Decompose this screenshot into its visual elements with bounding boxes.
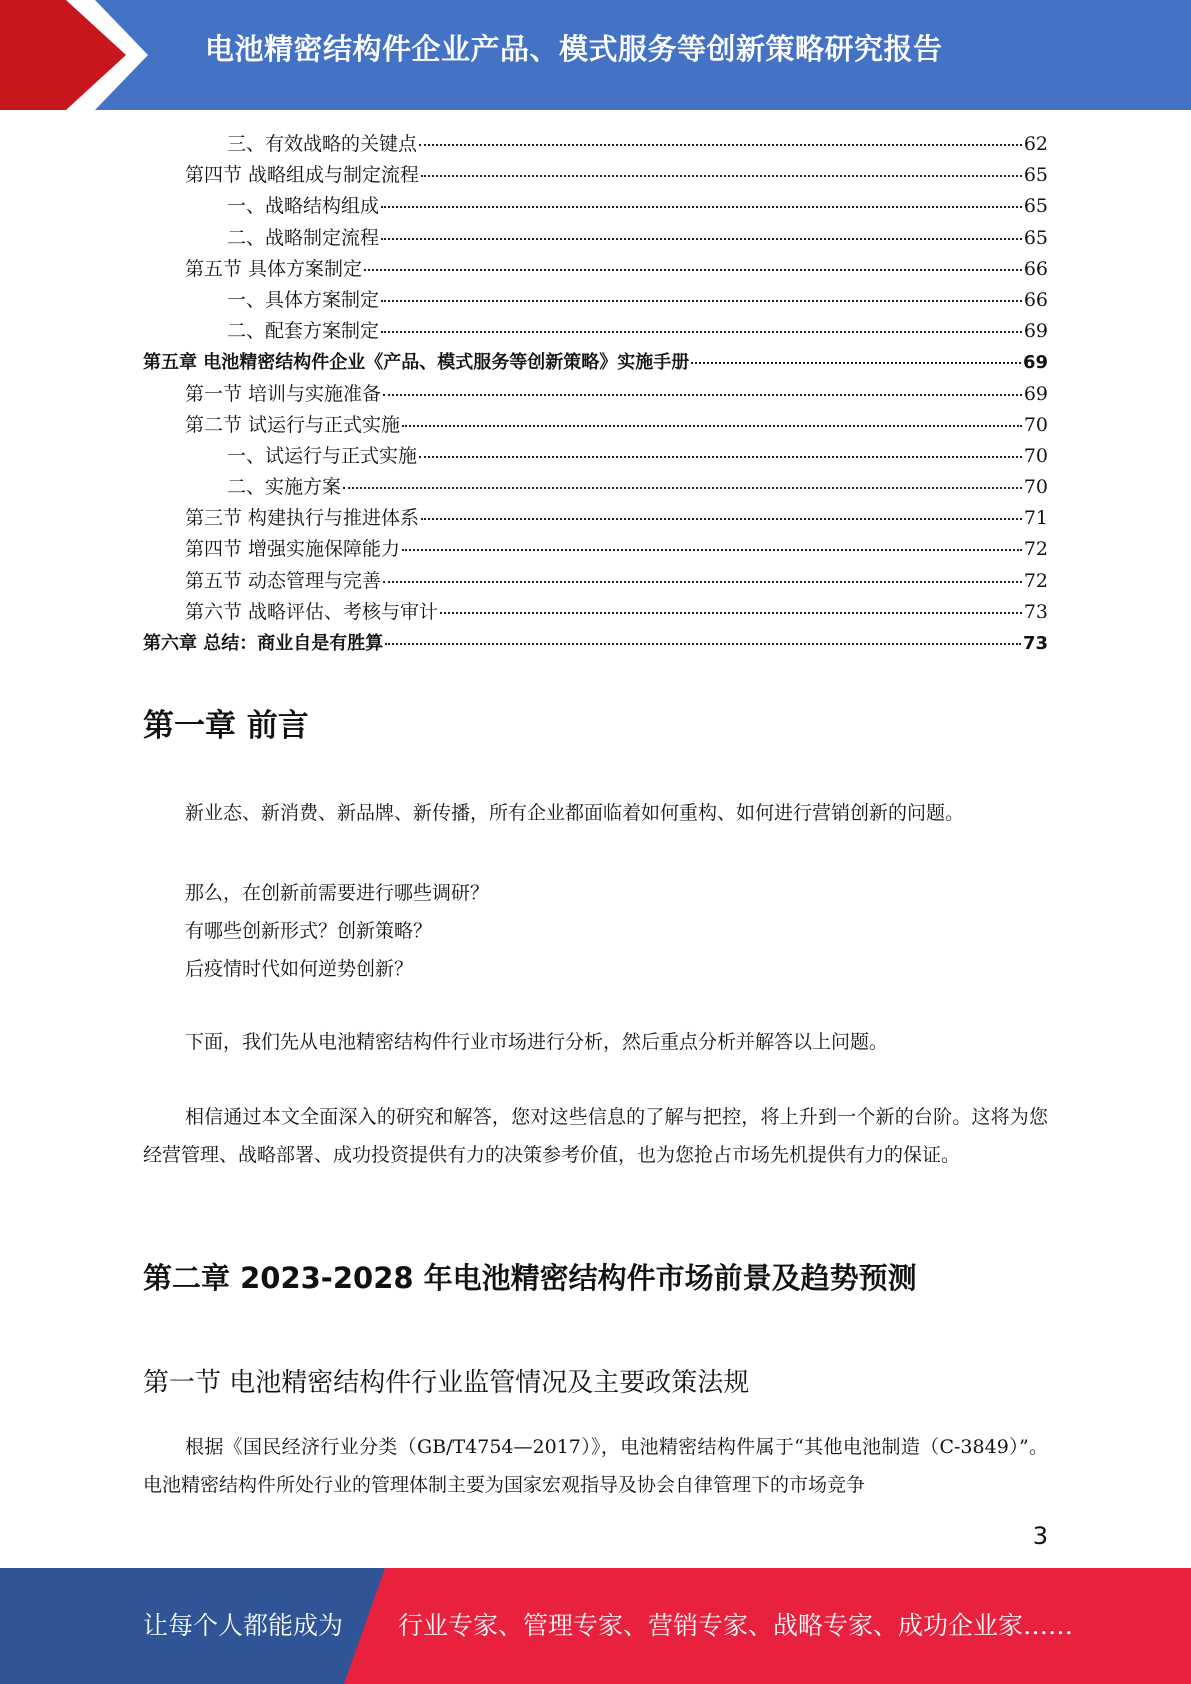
toc-entry-page: 69 (1023, 382, 1048, 405)
toc-entry-page: 65 (1023, 195, 1048, 218)
toc-entry[interactable] (143, 379, 1048, 410)
toc-entry[interactable] (143, 628, 1048, 659)
chapter-2-title: 第二章 2023-2028 年电池精密结构件市场前景及趋势预测 (143, 1261, 917, 1295)
toc-entry-label: 第三节 构建执行与推进体系 (185, 507, 420, 530)
toc-dot-leader (440, 612, 1022, 614)
toc-entry[interactable] (143, 472, 1048, 503)
page-footer (0, 1568, 1191, 1684)
toc-dot-leader (419, 144, 1022, 146)
toc-dot-leader (421, 518, 1022, 520)
toc-dot-leader (381, 300, 1022, 302)
toc-entry-page: 65 (1023, 226, 1048, 249)
toc-dot-leader (421, 175, 1022, 177)
chapter-1-intro: 新业态、新消费、新品牌、新传播，所有企业都面临着如何重构、如何进行营销创新的问题。 (185, 802, 965, 824)
toc-entry-label: 三、有效战略的关键点 (227, 133, 418, 155)
toc-entry[interactable] (143, 410, 1048, 441)
toc-entry[interactable] (143, 566, 1048, 597)
toc-entry-label: 第四节 战略组成与制定流程 (185, 164, 420, 187)
toc-entry-label: 第五节 具体方案制定 (185, 257, 363, 280)
toc-entry-label: 第六章 总结：商业自是有胜算 (143, 633, 384, 654)
chapter-1-title: 第一章 前言 (143, 708, 309, 744)
toc-entry[interactable] (143, 254, 1048, 285)
toc-entry[interactable] (143, 316, 1048, 347)
toc-entry-label: 二、战略制定流程 (227, 226, 380, 249)
toc-dot-leader (343, 487, 1022, 489)
toc-entry-label: 一、战略结构组成 (227, 195, 380, 218)
toc-entry-page: 71 (1023, 507, 1048, 530)
toc-entry[interactable] (143, 223, 1048, 254)
toc-entry-page: 62 (1023, 133, 1048, 155)
toc-entry-page: 70 (1023, 413, 1048, 436)
toc-entry-page: 69 (1022, 352, 1048, 374)
toc-entry-page: 70 (1023, 476, 1048, 499)
section-1-title: 第一节 电池精密结构件行业监管情况及主要政策法规 (143, 1368, 750, 1398)
toc-entry-label: 二、实施方案 (227, 476, 342, 499)
toc-entry[interactable] (143, 441, 1048, 472)
question-line: 后疫情时代如何逆势创新？ (185, 958, 414, 980)
toc-entry-label: 第四节 增强实施保障能力 (185, 538, 401, 561)
toc-dot-leader (383, 394, 1022, 396)
footer-slogan-right: 行业专家、管理专家、营销专家、战略专家、成功企业家…… (398, 1611, 1074, 1640)
toc-dot-leader (381, 331, 1022, 333)
section-1-paragraph: 根据《国民经济行业分类（GB/T4754—2017）》，电池精密结构件属于“其他电池制造（C-3849）”。电池精密结构件所处行业的管理体制主要为国家宏观指导及协会自律管理下的市场竞争 (143, 1436, 1048, 1496)
toc-entry-label: 第六节 战略评估、考核与审计 (185, 600, 439, 623)
toc-entry[interactable] (143, 503, 1048, 534)
toc-entry[interactable] (143, 160, 1048, 191)
page-header (0, 0, 1191, 110)
toc-entry-page: 69 (1023, 320, 1048, 343)
toc-entry[interactable] (143, 347, 1048, 378)
toc-dot-leader (419, 456, 1022, 458)
toc-dot-leader (691, 362, 1021, 364)
toc-entry[interactable] (143, 597, 1048, 628)
toc-entry-label: 一、试运行与正式实施 (227, 444, 418, 467)
toc-entry-label: 第五节 动态管理与完善 (185, 569, 382, 592)
toc-entry[interactable] (143, 285, 1048, 316)
toc-entry-page: 73 (1023, 600, 1048, 623)
table-of-contents (143, 129, 1048, 659)
toc-entry[interactable] (143, 129, 1048, 160)
header-arrow-decoration (0, 0, 160, 110)
toc-entry-label: 第一节 培训与实施准备 (185, 382, 382, 405)
toc-entry[interactable] (143, 191, 1048, 222)
question-line: 那么，在创新前需要进行哪些调研？ (185, 882, 490, 904)
toc-dot-leader (381, 206, 1022, 208)
toc-entry-label: 二、配套方案制定 (227, 320, 380, 343)
question-line: 有哪些创新形式？创新策略？ (185, 920, 433, 942)
toc-dot-leader (402, 425, 1022, 427)
toc-entry-label: 一、具体方案制定 (227, 288, 380, 311)
page-number: 3 (1032, 1522, 1048, 1550)
toc-entry-label: 第五章 电池精密结构件企业《产品、模式服务等创新策略》实施手册 (143, 352, 690, 374)
chapter-1-paragraph: 下面，我们先从电池精密结构件行业市场进行分析，然后重点分析并解答以上问题。 (185, 1031, 889, 1053)
toc-entry-page: 66 (1023, 288, 1048, 311)
toc-dot-leader (383, 581, 1022, 583)
toc-entry-page: 66 (1023, 257, 1048, 280)
toc-entry-page: 65 (1023, 164, 1048, 187)
toc-dot-leader (381, 238, 1022, 240)
toc-entry-label: 第二节 试运行与正式实施 (185, 413, 401, 436)
toc-dot-leader (364, 269, 1022, 271)
toc-dot-leader (402, 549, 1022, 551)
toc-entry-page: 70 (1023, 444, 1048, 467)
toc-entry-page: 72 (1023, 538, 1048, 561)
toc-entry-page: 73 (1022, 633, 1048, 654)
toc-entry-page: 72 (1023, 569, 1048, 592)
toc-dot-leader (385, 643, 1021, 645)
footer-slogan-left: 让每个人都能成为 (143, 1611, 344, 1640)
toc-entry[interactable] (143, 534, 1048, 565)
header-title: 电池精密结构件企业产品、模式服务等创新策略研究报告 (205, 32, 943, 66)
chapter-1-paragraph: 相信通过本文全面深入的研究和解答，您对这些信息的了解与把控，将上升到一个新的台阶。这将为您经营管理、战略部署、成功投资提供有力的决策参考价值，也为您抢占市场先机提供有力的保证。 (143, 1106, 1048, 1166)
